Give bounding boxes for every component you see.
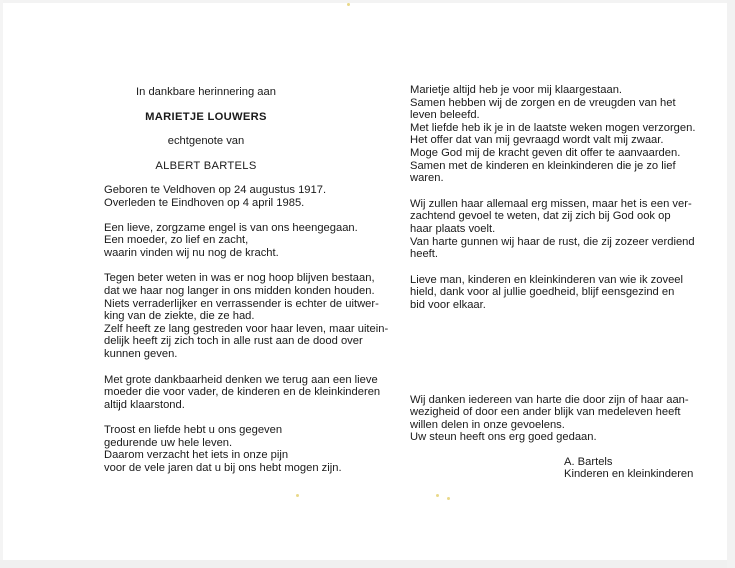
thanks-paragraph <box>410 394 696 444</box>
text-line: Wij zullen haar allemaal erg missen, maar het is een ver- <box>410 197 692 210</box>
text-line: dat we haar nog langer in ons midden konden houden. <box>104 284 375 297</box>
text-line: Tegen beter weten in was er nog hoop blijven bestaan, <box>104 272 375 285</box>
paper-speck <box>447 497 450 500</box>
paragraph-hope <box>104 272 406 360</box>
text-line: wezigheid of door een ander blijk van medeleven heeft <box>410 406 681 419</box>
signature <box>564 456 696 481</box>
text-line: willen delen in onze gevoelens. <box>410 418 565 431</box>
text-line: bid voor elkaar. <box>410 298 486 311</box>
signature-family: Kinderen en kleinkinderen <box>564 468 694 481</box>
text-line: Marietje altijd heb je voor mij klaargestaan. <box>410 84 623 96</box>
text-line: Lieve man, kinderen en kleinkinderen van wie ik zoveel <box>410 273 684 286</box>
right-column <box>410 84 696 481</box>
verse-1 <box>104 222 406 260</box>
text-line: Van harte gunnen wij haar de rust, die zij zozeer verdiend <box>410 235 695 248</box>
paragraph-gratitude <box>104 374 406 412</box>
signature-name: A. Bartels <box>564 455 613 468</box>
relation-text: echtgenote van <box>167 135 245 148</box>
spouse-name: ALBERT BARTELS <box>155 159 257 172</box>
left-column <box>106 86 406 475</box>
birth-line: Geboren te Veldhoven op 24 augustus 1917. <box>104 184 327 197</box>
paper-speck <box>436 494 439 497</box>
text-line: Samen hebben wij de zorgen en de vreugden van het <box>410 96 676 109</box>
paragraph-husband <box>410 84 696 185</box>
paper-speck <box>296 494 299 497</box>
paper-edge-left <box>0 0 3 568</box>
text-line: Met liefde heb ik je in de laatste weken mogen verzorgen. <box>410 121 696 134</box>
paper-edge-top <box>0 0 735 3</box>
text-line: altijd klaarstond. <box>104 398 185 411</box>
text-line: king van de ziekte, die ze had. <box>104 310 255 323</box>
verse-line: voor de vele jaren dat u bij ons hebt mogen zijn. <box>104 462 342 475</box>
text-line: Met grote dankbaarheid denken we terug aan een lieve <box>104 373 378 386</box>
text-line: hield, dank voor al jullie goedheid, blijf eensgezind en <box>410 286 675 299</box>
text-line: leven beleefd. <box>410 109 480 122</box>
paragraph-farewell <box>410 274 696 312</box>
dedication-heading: In dankbare herinnering aan <box>136 86 276 98</box>
text-line: Zelf heeft ze lang gestreden voor haar leven, maar uitein- <box>104 322 389 335</box>
text-line: haar plaats voelt. <box>410 222 496 235</box>
paper-edge-right <box>727 0 735 568</box>
text-line: kunnen geven. <box>104 347 178 360</box>
text-line: heeft. <box>410 248 438 261</box>
paper-edge-bottom <box>0 560 735 568</box>
verse-line: Daarom verzacht het iets in onze pijn <box>104 449 289 462</box>
verse-2 <box>104 424 406 474</box>
deceased-name: MARIETJE LOUWERS <box>145 110 267 123</box>
text-line: Niets verraderlijker en verrassender is echter de uitwer- <box>104 297 379 310</box>
paragraph-missing <box>410 198 696 261</box>
verse-line: Een lieve, zorgzame engel is van ons heengegaan. <box>104 221 358 234</box>
verse-line: gedurende uw hele leven. <box>104 436 233 449</box>
death-line: Overleden te Eindhoven op 4 april 1985. <box>104 196 305 209</box>
text-line: delijk heeft zij zich toch in alle rust aan de dood over <box>104 335 363 348</box>
text-line: Moge God mij de kracht geven dit offer te aanvaarden. <box>410 146 681 159</box>
text-line: Uw steun heeft ons erg goed gedaan. <box>410 431 597 444</box>
text-line: Samen met de kinderen en kleinkinderen die je zo lief <box>410 159 676 172</box>
text-line: Wij danken iedereen van harte die door zijn of haar aan- <box>410 393 689 406</box>
verse-line: Een moeder, zo lief en zacht, <box>104 234 249 247</box>
text-line: Het offer dat van mij gevraagd wordt valt mij zwaar. <box>410 134 664 147</box>
text-line: moeder die voor vader, de kinderen en de kleinkinderen <box>104 386 381 399</box>
paper-speck <box>347 3 350 6</box>
text-line: zachtend gevoel te weten, dat zij zich bij God ook op <box>410 210 671 223</box>
verse-line: waarin vinden wij nu nog de kracht. <box>104 246 279 259</box>
verse-line: Troost en liefde hebt u ons gegeven <box>104 424 283 437</box>
text-line: waren. <box>410 172 444 185</box>
